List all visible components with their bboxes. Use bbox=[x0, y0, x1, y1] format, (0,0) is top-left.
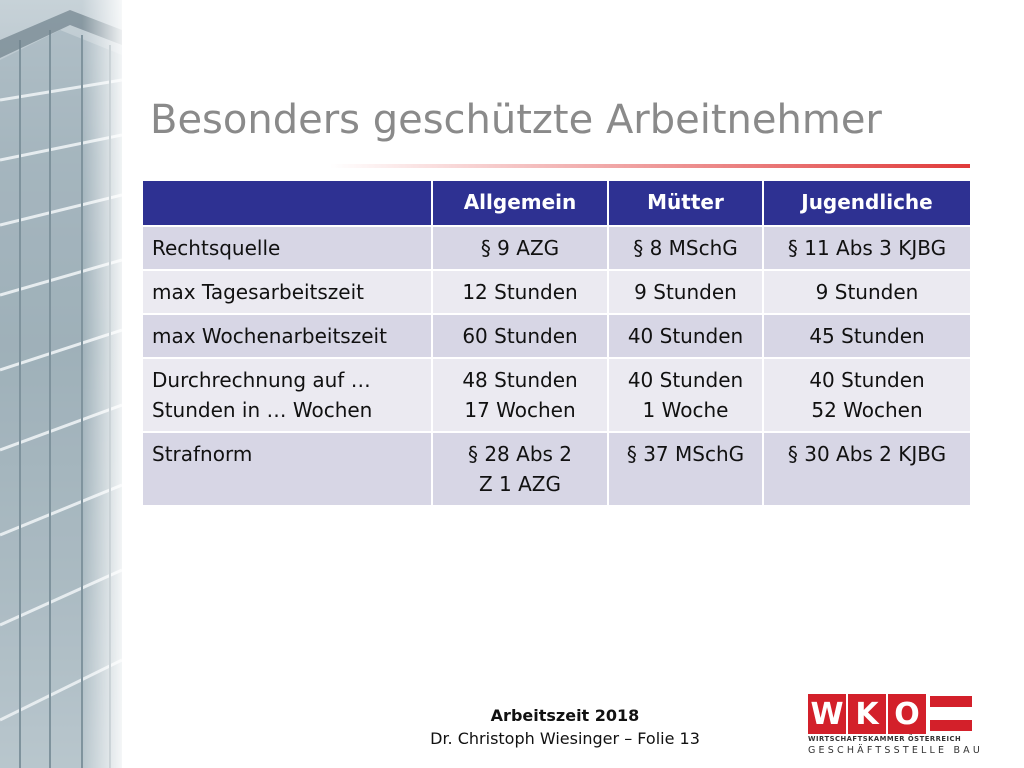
row-label: Rechtsquelle bbox=[142, 226, 432, 270]
table-cell: 9 Stunden bbox=[763, 270, 971, 314]
table-cell: § 11 Abs 3 KJBG bbox=[763, 226, 971, 270]
table-row bbox=[142, 226, 971, 270]
footer-title: Arbeitszeit 2018 bbox=[490, 706, 640, 725]
decorative-building-image bbox=[0, 0, 122, 768]
logo-department: GESCHÄFTSSTELLE BAU bbox=[808, 745, 984, 756]
table-header-row bbox=[142, 180, 971, 226]
table-cell: § 9 AZG bbox=[432, 226, 608, 270]
row-label: Durchrechnung auf … Stunden in … Wochen bbox=[142, 358, 432, 432]
row-label: max Tagesarbeitszeit bbox=[142, 270, 432, 314]
table-cell: 40 Stunden 1 Woche bbox=[608, 358, 763, 432]
table-cell: 40 Stunden 52 Wochen bbox=[763, 358, 971, 432]
table-cell: 48 Stunden 17 Wochen bbox=[432, 358, 608, 432]
row-label: max Wochenarbeitszeit bbox=[142, 314, 432, 358]
table-cell: 40 Stunden bbox=[608, 314, 763, 358]
slide-footer bbox=[420, 704, 710, 750]
table-row bbox=[142, 358, 971, 432]
logo-letter-k: K bbox=[848, 694, 886, 734]
table-row bbox=[142, 432, 971, 506]
table-cell: 9 Stunden bbox=[608, 270, 763, 314]
logo-organization: WIRTSCHAFTSKAMMER ÖSTERREICH bbox=[808, 735, 962, 743]
slide-title: Besonders geschützte Arbeitnehmer bbox=[150, 96, 882, 143]
header-empty-cell bbox=[142, 180, 432, 226]
austria-flag-stripes bbox=[930, 696, 972, 732]
wko-letters bbox=[808, 694, 928, 734]
table-cell: § 37 MSchG bbox=[608, 432, 763, 506]
table-cell: § 8 MSchG bbox=[608, 226, 763, 270]
table-cell: 60 Stunden bbox=[432, 314, 608, 358]
comparison-table bbox=[141, 179, 972, 507]
header-jugendliche: Jugendliche bbox=[763, 180, 971, 226]
header-allgemein: Allgemein bbox=[432, 180, 608, 226]
table-cell: § 30 Abs 2 KJBG bbox=[763, 432, 971, 506]
wko-logo bbox=[808, 694, 984, 756]
row-label: Strafnorm bbox=[142, 432, 432, 506]
table-cell: § 28 Abs 2 Z 1 AZG bbox=[432, 432, 608, 506]
logo-letter-w: W bbox=[808, 694, 846, 734]
title-underline bbox=[330, 164, 970, 168]
header-muetter: Mütter bbox=[608, 180, 763, 226]
footer-author-slide: Dr. Christoph Wiesinger – Folie 13 bbox=[430, 729, 700, 748]
logo-letter-o: O bbox=[888, 694, 926, 734]
table-cell: 12 Stunden bbox=[432, 270, 608, 314]
table-row bbox=[142, 314, 971, 358]
table-row bbox=[142, 270, 971, 314]
table-cell: 45 Stunden bbox=[763, 314, 971, 358]
